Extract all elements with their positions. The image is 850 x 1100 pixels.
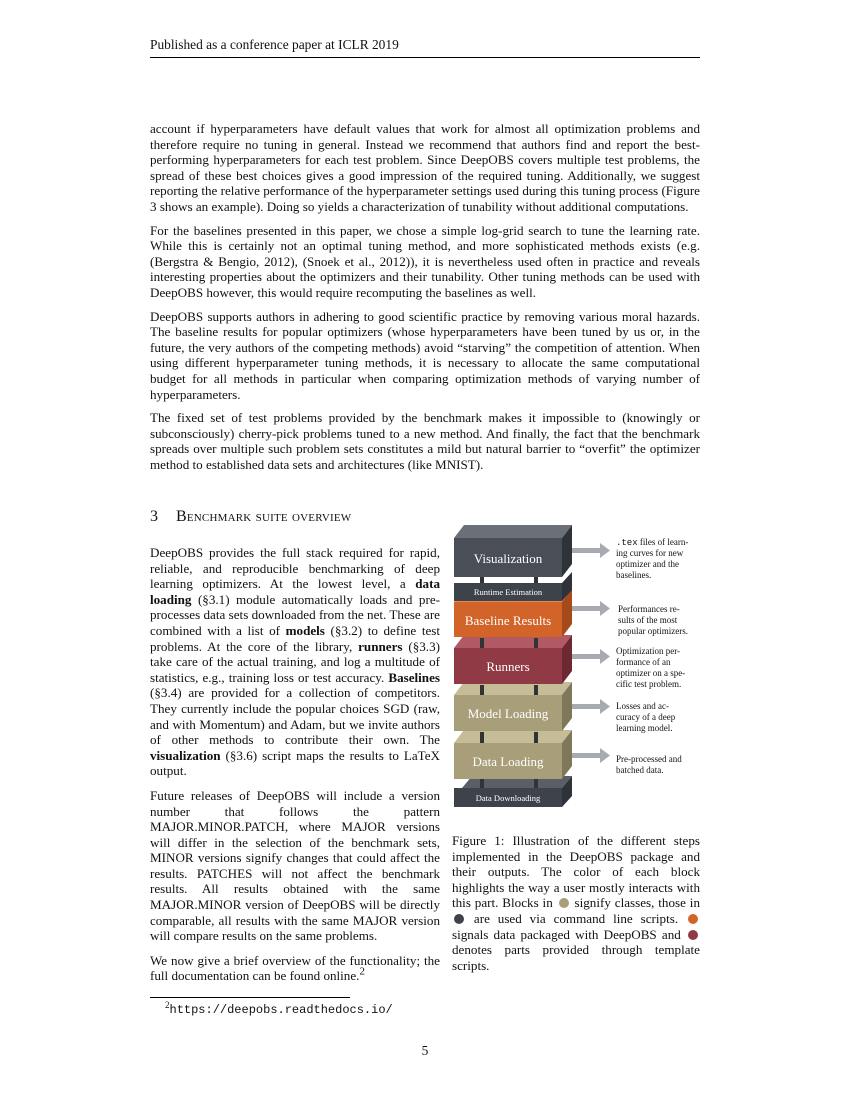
paragraph-1: account if hyperparameters have default values that work for almost all optimization problems and therefore require no tuning in general. Instead we recommend that authors find and report the best-performing hyperparameters for each test problem. Since DeepOBS covers multiple test problems, the spread of these best choices gives a good impression of the required tuning. Additionally, we suggest reporting the relative performance of the hyperparameter settings used during this tuning process (Figure 3 shows an example). Doing so yields a characterization of tunability without additional computations.: [150, 121, 700, 214]
footnote: [165, 1002, 393, 1017]
block-runners: [454, 635, 572, 684]
block-visualization: [454, 525, 572, 577]
footnote-link[interactable]: https://deepobs.readthedocs.io/: [169, 1003, 393, 1017]
svg-text:curacy of a deep: curacy of a deep: [616, 712, 676, 722]
block-model-loading: [454, 682, 572, 731]
label-visualization: Visualization: [473, 551, 543, 566]
footnote-ref[interactable]: 2: [359, 966, 365, 979]
figure-1: [450, 520, 705, 810]
figure-caption: Figure 1: Illustration of the different steps implemented in the DeepOBS package and their outputs. The color of each block highlights the way a user mostly interacts with this part. Blocks in signify classes, those in are used via command line scripts. signals data packaged with DeepOBS and denotes parts provided through template scripts.: [452, 833, 700, 973]
svg-text:.tex files of learn-: .tex files of learn-: [616, 537, 689, 548]
paragraph-2: For the baselines presented in this paper, we chose a simple log-grid search to tune the learning rate. While this is certainly not an optimal tuning method, and more sophisticated methods exists (e.g. (Bergstra & Bengio, 2012), (Snoek et al., 2012)), it is nevertheless used often in practice and reveals interesting properties about the optimizers and their tunability. Other tuning methods can be used with DeepOBS however, this would require recomputing the baselines as well.: [150, 222, 700, 300]
template-dot-icon: [688, 930, 698, 940]
section-paragraph-3: We now give a brief overview of the functionality; the full documentation can be found online.$^2$: [150, 952, 440, 984]
section-heading: [150, 508, 351, 526]
svg-text:Optimization per-: Optimization per-: [616, 646, 681, 656]
label-data-loading: Data Loading: [472, 754, 544, 769]
section-paragraph-1: DeepOBS provides the full stack required for rapid, reliable, and reproducible benchmarking of deep learning optimizers. At the lowest level, a data loading (§3.1) module automatically loads and pre-processes data sets downloaded from the net. These are combined with a list of models (§3.2) to define test problems. At the core of the library, runners (§3.3) take care of the actual training, and log a multitude of statistics, e.g., training loss or test accuracy. Baselines (§3.4) are provided for a collection of competitors. They currently include the popular choices SGD (raw, and with Momentum) and Adam, but we invite authors of other methods to contribute their own. The visualization (§3.6) script maps the results to LaTeX output.: [150, 545, 441, 779]
block-data-loading: [454, 730, 572, 779]
label-baseline-results: Baseline Results: [464, 613, 552, 628]
footnote-rule: [150, 997, 350, 998]
output-descriptions: [616, 537, 688, 775]
class-dot-icon: [559, 898, 569, 908]
output-arrows: [572, 543, 610, 763]
paragraph-3: DeepOBS supports authors in adhering to good scientific practice by removing various moral hazards. The baseline results for popular optimizers (whose hyperparameters have been tuned by us or, in the future, the very authors of the competing methods) avoid “starving” the competition of attention. When using different hyperparameter tuning methods, it is necessary to allocate the same computational budget for all methods in particular when comparing optimization methods of varying number of hyperparameters.: [150, 308, 700, 402]
page-number: 5: [421, 1043, 429, 1058]
svg-text:sults of the most: sults of the most: [618, 615, 678, 625]
section-body: [150, 545, 440, 993]
block-data-downloading: [454, 776, 572, 807]
svg-text:popular optimizers.: popular optimizers.: [618, 626, 688, 636]
svg-text:batched data.: batched data.: [616, 765, 664, 775]
svg-text:formance of an: formance of an: [616, 657, 671, 667]
footnote-mark: 2: [165, 1000, 170, 1010]
svg-text:Performances re-: Performances re-: [618, 604, 680, 614]
label-runners: Runners: [486, 659, 530, 674]
svg-text:Pre-processed and: Pre-processed and: [616, 754, 682, 764]
body-text: [150, 121, 700, 480]
data-dot-icon: [688, 914, 698, 924]
svg-text:learning model.: learning model.: [616, 723, 673, 733]
svg-text:optimizer and the: optimizer and the: [616, 559, 679, 569]
paragraph-4: The fixed set of test problems provided by the benchmark makes it impossible to (knowingly or subconsciously) cherry-pick problems tuned to a new method. And finally, the fact that the benchmark spreads over multiple such problem sets constitutes a mild but natural barrier to “overfit” the optimizer method to established data sets and architectures (like MNIST).: [150, 410, 700, 472]
svg-text:ing curves for new: ing curves for new: [616, 548, 684, 558]
label-data-downloading: Data Downloading: [475, 793, 541, 803]
label-model-loading: Model Loading: [467, 706, 549, 721]
svg-text:optimizer on a spe-: optimizer on a spe-: [616, 668, 686, 678]
svg-text:Losses and ac-: Losses and ac-: [616, 701, 669, 711]
svg-text:baselines.: baselines.: [616, 570, 652, 580]
svg-text:cific test problem.: cific test problem.: [616, 679, 682, 689]
section-title: Benchmark suite overview: [176, 508, 352, 525]
stack-diagram: [450, 520, 705, 810]
label-runtime-estimation: Runtime Estimation: [473, 587, 543, 597]
script-dot-icon: [454, 914, 464, 924]
section-paragraph-2: Future releases of DeepOBS will include a version number that follows the pattern MAJOR.MINOR.PATCH, where MAJOR versions will differ in the selection of the benchmark sets, MINOR versions signify changes that could affect the results. PATCHES will not affect the benchmark results. All results obtained with the same MAJOR.MINOR version of DeepOBS will be directly comparable, all results with the same MAJOR version will compare results on the same problems.: [150, 787, 440, 944]
section-number: 3: [150, 508, 159, 525]
running-head: Published as a conference paper at ICLR 2019: [150, 37, 700, 58]
